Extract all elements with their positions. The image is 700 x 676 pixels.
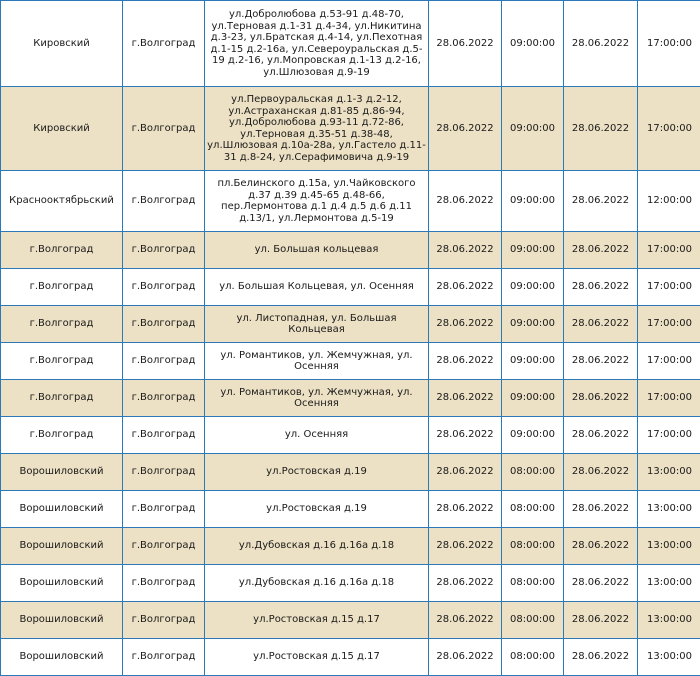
address-cell: ул.Дубовская д.16 д.16а д.18	[205, 565, 429, 602]
end-time-cell: 17:00:00	[638, 306, 700, 343]
start-time-cell: 08:00:00	[502, 565, 564, 602]
end-date-cell: 28.06.2022	[564, 87, 638, 171]
table-row	[1, 565, 700, 602]
end-date-cell: 28.06.2022	[564, 232, 638, 269]
district-cell: г.Волгоград	[1, 343, 123, 380]
address-cell: ул.Ростовская д.15 д.17	[205, 602, 429, 639]
city-cell: г.Волгоград	[123, 306, 205, 343]
district-cell: г.Волгоград	[1, 306, 123, 343]
start-time-cell: 09:00:00	[502, 171, 564, 232]
table-row	[1, 232, 700, 269]
address-cell: ул.Ростовская д.19	[205, 454, 429, 491]
address-cell: ул.Добролюбова д.53-91 д.48-70, ул.Терновая д.1-31 д.4-34, ул.Никитина д.3-23, ул.Братская д.4-14, ул.Пехотная д.1-15 д.2-16а, ул.Североуральская д.5-19 д.2-16, ул.Мопровская д.1-13 д.2-16, ул.Шлюзовая д.9-19	[205, 1, 429, 87]
table-row	[1, 306, 700, 343]
start-time-cell: 08:00:00	[502, 454, 564, 491]
end-date-cell: 28.06.2022	[564, 417, 638, 454]
start-date-cell: 28.06.2022	[429, 1, 502, 87]
end-time-cell: 17:00:00	[638, 232, 700, 269]
city-cell: г.Волгоград	[123, 528, 205, 565]
address-cell: ул. Большая кольцевая	[205, 232, 429, 269]
end-time-cell: 17:00:00	[638, 269, 700, 306]
end-date-cell: 28.06.2022	[564, 1, 638, 87]
city-cell: г.Волгоград	[123, 232, 205, 269]
district-cell: Кировский	[1, 87, 123, 171]
start-date-cell: 28.06.2022	[429, 602, 502, 639]
end-time-cell: 17:00:00	[638, 343, 700, 380]
city-cell: г.Волгоград	[123, 565, 205, 602]
address-cell: ул.Ростовская д.15 д.17	[205, 639, 429, 676]
address-cell: ул.Дубовская д.16 д.16а д.18	[205, 528, 429, 565]
end-date-cell: 28.06.2022	[564, 639, 638, 676]
district-cell: Ворошиловский	[1, 491, 123, 528]
start-date-cell: 28.06.2022	[429, 565, 502, 602]
start-time-cell: 09:00:00	[502, 269, 564, 306]
district-cell: г.Волгоград	[1, 269, 123, 306]
table-row	[1, 343, 700, 380]
district-cell: Ворошиловский	[1, 602, 123, 639]
start-time-cell: 09:00:00	[502, 1, 564, 87]
start-date-cell: 28.06.2022	[429, 380, 502, 417]
start-date-cell: 28.06.2022	[429, 639, 502, 676]
end-date-cell: 28.06.2022	[564, 269, 638, 306]
district-cell: Краснооктябрьский	[1, 171, 123, 232]
start-time-cell: 09:00:00	[502, 87, 564, 171]
end-time-cell: 17:00:00	[638, 417, 700, 454]
district-cell: г.Волгоград	[1, 380, 123, 417]
table-row	[1, 454, 700, 491]
table-row	[1, 491, 700, 528]
end-time-cell: 13:00:00	[638, 602, 700, 639]
end-time-cell: 17:00:00	[638, 1, 700, 87]
start-date-cell: 28.06.2022	[429, 343, 502, 380]
table-row	[1, 639, 700, 676]
end-time-cell: 17:00:00	[638, 87, 700, 171]
table-row	[1, 171, 700, 232]
address-cell: ул. Романтиков, ул. Жемчужная, ул. Осенняя	[205, 380, 429, 417]
end-time-cell: 12:00:00	[638, 171, 700, 232]
start-date-cell: 28.06.2022	[429, 232, 502, 269]
end-date-cell: 28.06.2022	[564, 528, 638, 565]
end-time-cell: 13:00:00	[638, 491, 700, 528]
start-time-cell: 08:00:00	[502, 602, 564, 639]
table-row	[1, 1, 700, 87]
address-cell: ул. Осенняя	[205, 417, 429, 454]
district-cell: Кировский	[1, 1, 123, 87]
start-time-cell: 08:00:00	[502, 639, 564, 676]
start-date-cell: 28.06.2022	[429, 171, 502, 232]
start-date-cell: 28.06.2022	[429, 87, 502, 171]
start-date-cell: 28.06.2022	[429, 306, 502, 343]
end-time-cell: 13:00:00	[638, 454, 700, 491]
end-date-cell: 28.06.2022	[564, 491, 638, 528]
table-row	[1, 269, 700, 306]
start-time-cell: 09:00:00	[502, 417, 564, 454]
district-cell: Ворошиловский	[1, 565, 123, 602]
end-time-cell: 17:00:00	[638, 380, 700, 417]
city-cell: г.Волгоград	[123, 171, 205, 232]
start-time-cell: 09:00:00	[502, 232, 564, 269]
end-date-cell: 28.06.2022	[564, 454, 638, 491]
address-cell: ул. Романтиков, ул. Жемчужная, ул. Осенняя	[205, 343, 429, 380]
start-date-cell: 28.06.2022	[429, 491, 502, 528]
start-time-cell: 09:00:00	[502, 380, 564, 417]
start-date-cell: 28.06.2022	[429, 528, 502, 565]
city-cell: г.Волгоград	[123, 269, 205, 306]
start-time-cell: 08:00:00	[502, 528, 564, 565]
table-row	[1, 528, 700, 565]
city-cell: г.Волгоград	[123, 639, 205, 676]
end-date-cell: 28.06.2022	[564, 343, 638, 380]
table-row	[1, 380, 700, 417]
start-date-cell: 28.06.2022	[429, 417, 502, 454]
table-body	[1, 1, 700, 676]
district-cell: Ворошиловский	[1, 639, 123, 676]
address-cell: ул.Первоуральская д.1-3 д.2-12, ул.Астраханская д.81-85 д.86-94, ул.Добролюбова д.93-11 д.72-86, ул.Терновая д.35-51 д.38-48, ул.Шлюзовая д.10а-28а, ул.Гастело д.11-31 д.8-24, ул.Серафимовича д.9-19	[205, 87, 429, 171]
city-cell: г.Волгоград	[123, 417, 205, 454]
city-cell: г.Волгоград	[123, 602, 205, 639]
start-date-cell: 28.06.2022	[429, 454, 502, 491]
start-date-cell: 28.06.2022	[429, 269, 502, 306]
table-row	[1, 602, 700, 639]
end-date-cell: 28.06.2022	[564, 565, 638, 602]
end-time-cell: 13:00:00	[638, 639, 700, 676]
district-cell: Ворошиловский	[1, 528, 123, 565]
city-cell: г.Волгоград	[123, 87, 205, 171]
address-cell: ул. Большая Кольцевая, ул. Осенняя	[205, 269, 429, 306]
district-cell: Ворошиловский	[1, 454, 123, 491]
city-cell: г.Волгоград	[123, 380, 205, 417]
start-time-cell: 09:00:00	[502, 306, 564, 343]
end-time-cell: 13:00:00	[638, 565, 700, 602]
end-date-cell: 28.06.2022	[564, 171, 638, 232]
city-cell: г.Волгоград	[123, 491, 205, 528]
address-cell: пл.Белинского д.15а, ул.Чайковского д.37 д.39 д.45-65 д.48-66, пер.Лермонтова д.1 д.4 д.5 д.6 д.11 д.13/1, ул.Лермонтова д.5-19	[205, 171, 429, 232]
end-date-cell: 28.06.2022	[564, 380, 638, 417]
city-cell: г.Волгоград	[123, 454, 205, 491]
end-date-cell: 28.06.2022	[564, 306, 638, 343]
table-row	[1, 417, 700, 454]
end-time-cell: 13:00:00	[638, 528, 700, 565]
city-cell: г.Волгоград	[123, 343, 205, 380]
address-cell: ул. Листопадная, ул. Большая Кольцевая	[205, 306, 429, 343]
table-row	[1, 87, 700, 171]
start-time-cell: 08:00:00	[502, 491, 564, 528]
end-date-cell: 28.06.2022	[564, 602, 638, 639]
city-cell: г.Волгоград	[123, 1, 205, 87]
address-cell: ул.Ростовская д.19	[205, 491, 429, 528]
district-cell: г.Волгоград	[1, 232, 123, 269]
start-time-cell: 09:00:00	[502, 343, 564, 380]
district-cell: г.Волгоград	[1, 417, 123, 454]
